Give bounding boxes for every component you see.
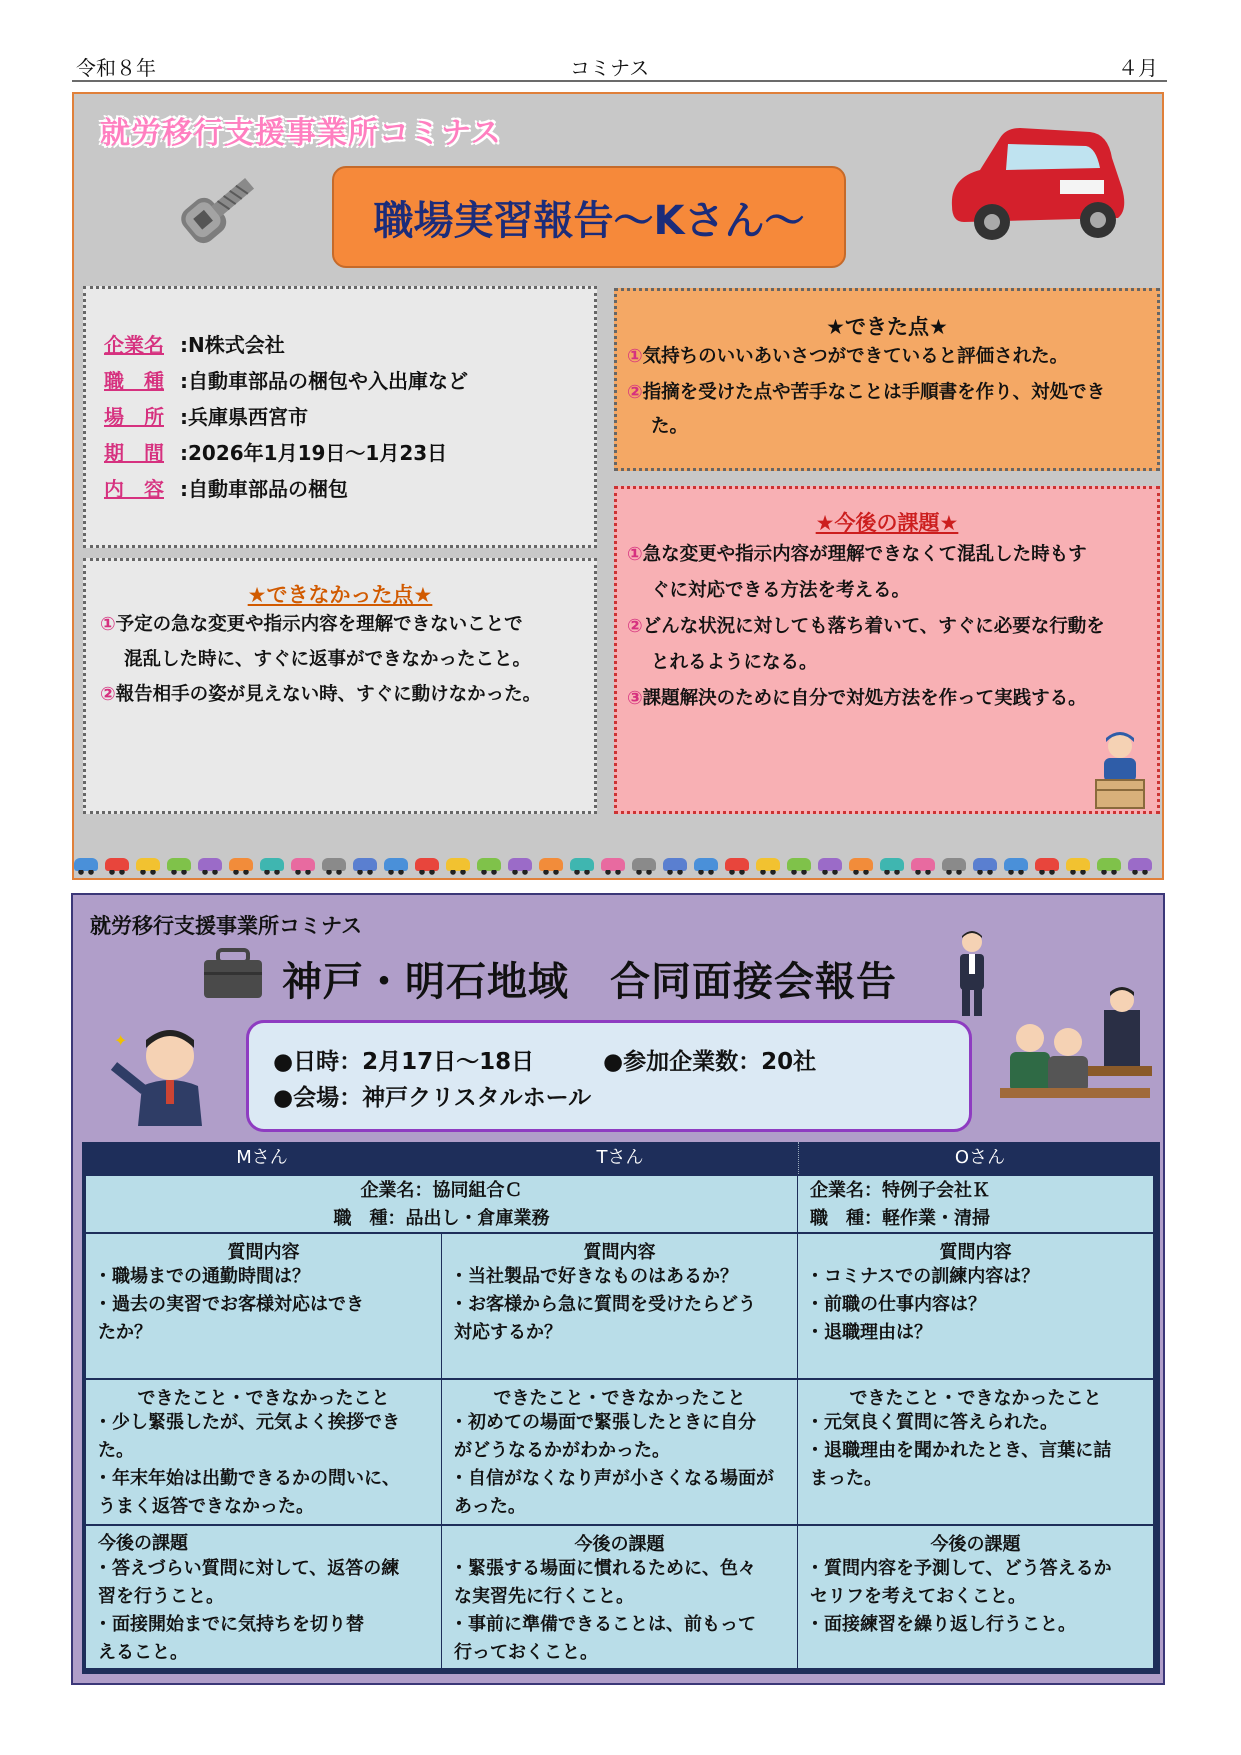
item-text: 気持ちのいいあいさつができていると評価された。 [642, 346, 1069, 367]
result-line: ・元気良く質問に答えられた。 [806, 1412, 1058, 1433]
questions-cell-m [86, 1234, 442, 1380]
company-cell-mt [86, 1176, 798, 1234]
info-label: 場 所 [104, 405, 164, 429]
car-decoration-icon [1004, 858, 1028, 871]
businessman-icon [952, 928, 992, 1018]
column-header-m: Mさん [236, 1147, 288, 1168]
section1-org-title: 就労移行支援事業所コミナス [100, 116, 502, 151]
company-job-o: 職 種：軽作業・清掃 [810, 1208, 990, 1229]
presenter-icon [108, 1016, 218, 1126]
future-line: えること。 [98, 1642, 188, 1663]
question-line: ・職場までの通勤時間は？ [94, 1266, 310, 1287]
questions-title: 質問内容 [939, 1242, 1012, 1263]
result-line: た。 [98, 1440, 134, 1461]
bolt-icon [166, 168, 266, 268]
item-text: ぐに対応できる方法を考える。 [651, 580, 911, 601]
event-date: ●日時：2月17日～18日 [273, 1049, 535, 1075]
future-line: ・緊張する場面に慣れるために、色々 [450, 1558, 756, 1579]
car-decoration-icon [756, 858, 780, 871]
car-decoration-icon [1097, 858, 1121, 871]
car-decoration-icon [1035, 858, 1059, 871]
item-text: 指摘を受けた点や苦手なことは手順書を作り、対処でき [642, 382, 1106, 403]
event-venue: ●会場：神戸クリスタルホール [273, 1085, 592, 1111]
car-decoration-icon [136, 858, 160, 871]
questions-cell-t [442, 1234, 798, 1380]
company-job-mt: 職 種：品出し・倉庫業務 [333, 1208, 550, 1229]
car-decoration-icon [446, 858, 470, 871]
future-line: ・面接開始までに気持ちを切り替 [94, 1614, 364, 1635]
car-decoration-icon [942, 858, 966, 871]
question-line: たか？ [98, 1322, 152, 1343]
header-month: ４月 [1118, 56, 1158, 80]
future-title: 今後の課題 [574, 1534, 665, 1555]
future-line: 行っておくこと。 [454, 1642, 598, 1663]
item-number: ② [627, 616, 643, 637]
section2-title: 神戸・明石地域 合同面接会報告 [282, 959, 897, 1005]
future-tasks-box [614, 486, 1160, 814]
car-decoration-icon [694, 858, 718, 871]
could-not-title: ★できなかった点★ [247, 583, 433, 607]
car-border-decoration [74, 854, 1162, 876]
results-cell-t [442, 1380, 798, 1526]
question-line: ・前職の仕事内容は？ [806, 1294, 986, 1315]
question-line: ・過去の実習でお客様対応はでき [94, 1294, 364, 1315]
car-decoration-icon [260, 858, 284, 871]
briefcase-icon [202, 946, 264, 1000]
results-cell-o [798, 1380, 1154, 1526]
car-decoration-icon [849, 858, 873, 871]
could-not-box [83, 558, 597, 814]
tasks-title: ★今後の課題★ [815, 511, 959, 535]
company-info-box [83, 286, 597, 548]
car-decoration-icon [291, 858, 315, 871]
header-era: 令和８年 [76, 56, 156, 80]
car-decoration-icon [539, 858, 563, 871]
info-label: 期 間 [104, 441, 164, 465]
item-number: ① [100, 614, 116, 635]
future-cell-o [798, 1526, 1154, 1670]
future-title: 今後の課題 [930, 1534, 1021, 1555]
questions-title: 質問内容 [583, 1242, 656, 1263]
car-decoration-icon [415, 858, 439, 871]
car-decoration-icon [384, 858, 408, 871]
car-decoration-icon [725, 858, 749, 871]
car-decoration-icon [477, 858, 501, 871]
questions-cell-o [798, 1234, 1154, 1380]
could-title: ★できた点★ [826, 315, 948, 339]
result-line: あった。 [454, 1496, 526, 1517]
item-text: 報告相手の姿が見えない時、すぐに動けなかった。 [115, 684, 542, 705]
company-cell-o [798, 1176, 1154, 1234]
red-car-icon [940, 118, 1130, 258]
column-header-o: Oさん [798, 1142, 1161, 1174]
item-number: ① [627, 346, 643, 367]
future-line: 習を行うこと。 [98, 1586, 224, 1607]
car-decoration-icon [74, 858, 98, 871]
item-text: 急な変更や指示内容が理解できなくて混乱した時もす [642, 544, 1087, 565]
info-value: :N株式会社 [180, 333, 285, 357]
company-name-o: 企業名：特例子会社Ｋ [810, 1180, 990, 1201]
company-name-mt: 企業名：協同組合Ｃ [360, 1180, 523, 1201]
car-decoration-icon [601, 858, 625, 871]
car-decoration-icon [105, 858, 129, 871]
result-line: うまく返答できなかった。 [98, 1496, 314, 1517]
question-line: ・退職理由は？ [806, 1322, 932, 1343]
car-decoration-icon [508, 858, 532, 871]
car-decoration-icon [632, 858, 656, 871]
future-line: セリフを考えておくこと。 [810, 1586, 1026, 1607]
results-cell-m [86, 1380, 442, 1526]
item-number: ③ [627, 688, 643, 709]
result-line: がどうなるかがわかった。 [454, 1440, 670, 1461]
future-cell-t [442, 1526, 798, 1670]
future-line: ・質問内容を予測して、どう答えるか [806, 1558, 1112, 1579]
info-value: :2026年1月19日～1月23日 [180, 441, 448, 465]
item-text: どんな状況に対しても落ち着いて、すぐに必要な行動を [642, 616, 1105, 637]
item-text: 予定の急な変更や指示内容を理解できないことで [115, 614, 523, 635]
car-decoration-icon [1128, 858, 1152, 871]
interview-scene-icon [996, 984, 1156, 1112]
car-decoration-icon [570, 858, 594, 871]
result-line: ・初めての場面で緊張したときに自分 [450, 1412, 756, 1433]
info-value: :自動車部品の梱包や入出庫など [180, 369, 468, 393]
results-title: できたこと・できなかったこと [849, 1388, 1102, 1409]
result-line: まった。 [810, 1468, 882, 1489]
info-label: 内 容 [104, 477, 164, 501]
car-decoration-icon [353, 858, 377, 871]
question-line: ・コミナスでの訓練内容は？ [806, 1266, 1040, 1287]
future-line: な実習先に行くこと。 [454, 1586, 634, 1607]
info-label: 企業名 [104, 333, 164, 357]
results-title: できたこと・できなかったこと [493, 1388, 746, 1409]
questions-title: 質問内容 [227, 1242, 300, 1263]
info-value: :兵庫県西宮市 [180, 405, 308, 429]
section2-org-title: 就労移行支援事業所コミナス [90, 914, 363, 938]
info-label: 職 種 [104, 369, 164, 393]
item-number: ② [627, 382, 643, 403]
column-header-t: Tさん [596, 1147, 644, 1168]
car-decoration-icon [1066, 858, 1090, 871]
question-line: ・当社製品で好きなものはあるか？ [450, 1266, 738, 1287]
results-title: できたこと・できなかったこと [137, 1388, 390, 1409]
item-number: ② [100, 684, 116, 705]
car-decoration-icon [663, 858, 687, 871]
car-decoration-icon [198, 858, 222, 871]
event-company-count: ●参加企業数：20社 [603, 1049, 817, 1075]
item-number: ① [627, 544, 643, 565]
result-line: ・年末年始は出勤できるかの問いに、 [94, 1468, 400, 1489]
car-decoration-icon [911, 858, 935, 871]
result-line: ・少し緊張したが、元気よく挨拶でき [94, 1412, 400, 1433]
banner-title: 職場実習報告～Kさん～ [332, 166, 846, 268]
worker-with-box-icon [1090, 728, 1152, 812]
car-decoration-icon [818, 858, 842, 871]
car-decoration-icon [787, 858, 811, 871]
result-line: ・自信がなくなり声が小さくなる場面が [450, 1468, 774, 1489]
header-title: コミナス [570, 56, 650, 80]
event-info-box [246, 1020, 972, 1132]
future-line: ・面接練習を繰り返し行うこと。 [806, 1614, 1076, 1635]
future-line: ・事前に準備できることは、前もって [450, 1614, 756, 1635]
car-decoration-icon [322, 858, 346, 871]
could-box [614, 288, 1160, 471]
item-text: とれるようになる。 [651, 652, 818, 673]
future-title: 今後の課題 [98, 1533, 188, 1554]
info-value: :自動車部品の梱包 [180, 477, 348, 501]
future-line: ・答えづらい質問に対して、返答の練 [94, 1558, 400, 1579]
car-decoration-icon [167, 858, 191, 871]
header-rule [72, 80, 1167, 82]
svg-text:✦: ✦ [114, 1031, 128, 1050]
car-decoration-icon [229, 858, 253, 871]
item-text: た。 [651, 416, 689, 437]
result-line: ・退職理由を聞かれたとき、言葉に詰 [806, 1440, 1112, 1461]
question-line: ・お客様から急に質問を受けたらどう [450, 1294, 756, 1315]
future-cell-m [86, 1526, 442, 1670]
item-text: 混乱した時に、すぐに返事ができなかったこと。 [124, 649, 532, 670]
question-line: 対応するか？ [454, 1322, 562, 1343]
car-decoration-icon [973, 858, 997, 871]
item-text: 課題解決のために自分で対処方法を作って実践する。 [642, 688, 1087, 709]
car-decoration-icon [880, 858, 904, 871]
